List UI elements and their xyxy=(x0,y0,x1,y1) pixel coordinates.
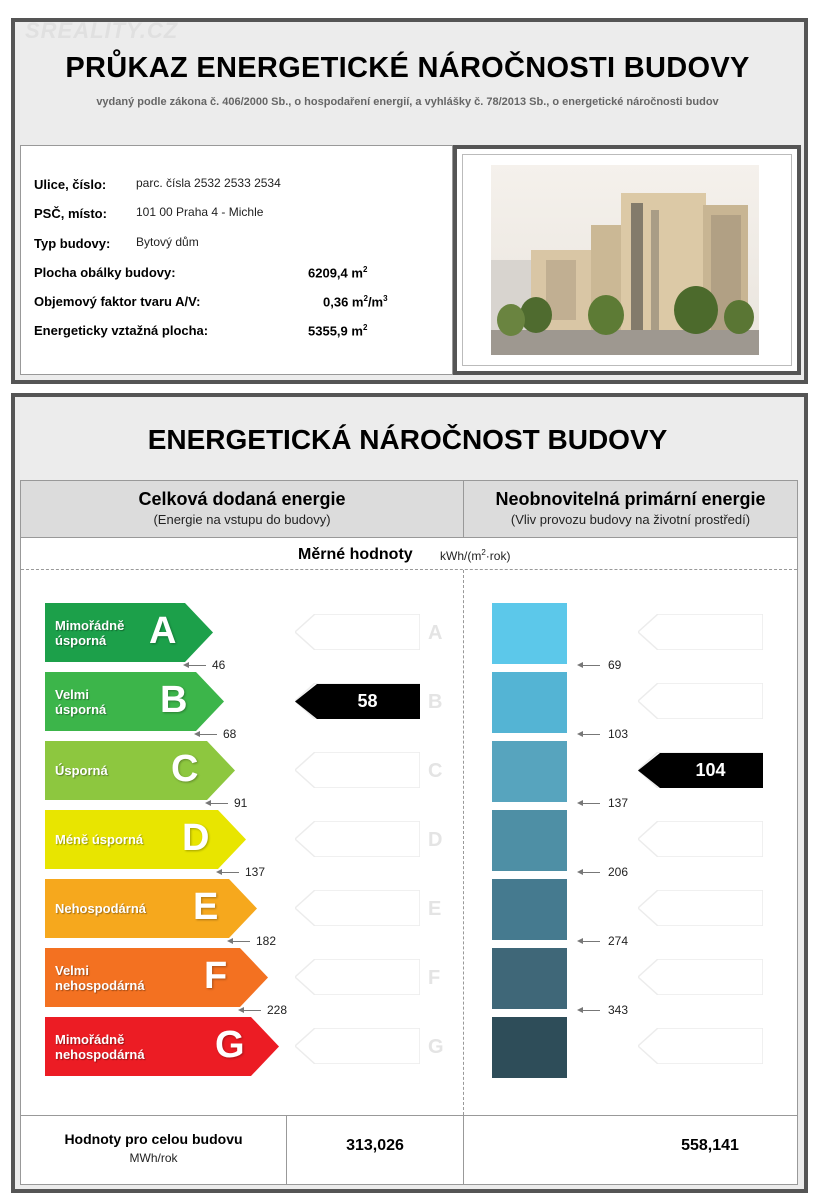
threshold-right-1: 103 xyxy=(608,727,629,741)
ghost-letter: E xyxy=(428,898,442,920)
right-column-subtitle: (Vliv provozu budovy na životní prostředí) xyxy=(510,512,751,527)
ghost-letter: F xyxy=(428,967,441,989)
energy-class-letter: D xyxy=(182,816,210,859)
threshold-right-3: 206 xyxy=(608,865,629,879)
info-value-1 xyxy=(136,205,263,219)
energy-class-label xyxy=(55,901,146,916)
class-label-line1: Nehospodárná xyxy=(55,900,147,916)
threshold-left-4: 182 xyxy=(256,934,277,948)
dashed-divider-vertical xyxy=(463,570,464,1115)
right-column-title: Neobnovitelná primární energie xyxy=(495,489,766,509)
specific-values-label: Měrné hodnoty xyxy=(298,546,413,563)
info-value-sup: 2 xyxy=(362,265,368,274)
info-value-text: parc. čísla 2532 2533 2534 xyxy=(136,176,281,190)
energy-class-e xyxy=(45,879,257,938)
info-label-4: Objemový faktor tvaru A/V: xyxy=(34,294,201,309)
ghost-letter: A xyxy=(428,622,443,644)
info-value-text2: /m xyxy=(367,294,384,310)
threshold-left-3: 137 xyxy=(245,865,266,879)
info-value-sup: 2 xyxy=(362,323,368,332)
energy-class-letter: B xyxy=(160,678,188,721)
primary-energy-bar-g xyxy=(492,1017,567,1078)
ghost-marker-right-g xyxy=(638,1028,763,1064)
specific-values-unit xyxy=(440,548,510,563)
threshold-arrow-left-5 xyxy=(243,1010,261,1011)
info-label-3: Plocha obálky budovy: xyxy=(34,265,176,280)
ghost-marker-left-e xyxy=(295,890,420,926)
ghost-marker-left-g xyxy=(295,1028,420,1064)
energy-class-g xyxy=(45,1017,279,1076)
energy-class-c xyxy=(45,741,235,800)
threshold-left-2: 91 xyxy=(234,796,248,810)
dashed-divider-horizontal xyxy=(21,569,797,570)
class-label-line1: Méně úsporná xyxy=(55,831,144,847)
energy-class-label xyxy=(55,1032,145,1062)
threshold-arrow-right-2 xyxy=(582,803,600,804)
threshold-right-4: 274 xyxy=(608,934,629,948)
threshold-arrow-right-3 xyxy=(582,872,600,873)
threshold-arrow-left-2 xyxy=(210,803,228,804)
threshold-right-5: 343 xyxy=(608,1003,629,1017)
building-photo xyxy=(491,165,759,355)
class-label-line1: Velmi xyxy=(55,962,89,978)
certificate-subtitle: vydaný podle zákona č. 406/2000 Sb., o hospodaření energií, a vyhlášky č. 78/2013 Sb., o energetické náročnosti budov xyxy=(96,96,719,108)
left-column-title: Celková dodaná energie xyxy=(138,489,346,509)
primary-energy-marker: 104 xyxy=(695,760,726,780)
ghost-marker-right-e xyxy=(638,890,763,926)
certificate-title: PRŮKAZ ENERGETICKÉ NÁROČNOSTI BUDOVY xyxy=(65,52,750,84)
primary-energy-bar-c xyxy=(492,741,567,802)
ghost-marker-left-d xyxy=(295,821,420,857)
totals-label: Hodnoty pro celou budovu xyxy=(64,1131,243,1147)
threshold-arrow-left-4 xyxy=(232,941,250,942)
ghost-letter: B xyxy=(428,691,443,713)
info-value-2 xyxy=(136,235,199,249)
info-value-0 xyxy=(136,176,281,190)
threshold-left-0: 46 xyxy=(212,658,226,672)
left-column-subtitle: (Energie na vstupu do budovy) xyxy=(153,512,331,527)
energy-class-letter: A xyxy=(149,609,177,652)
info-value-text: 0,36 m xyxy=(323,294,364,310)
ghost-marker-left-c xyxy=(295,752,420,788)
threshold-arrow-left-3 xyxy=(221,872,239,873)
class-label-line2: nehospodárná xyxy=(55,1046,145,1062)
ghost-marker-right-d xyxy=(638,821,763,857)
threshold-arrow-right-5 xyxy=(582,1010,600,1011)
threshold-right-0: 69 xyxy=(608,658,622,672)
threshold-arrow-right-4 xyxy=(582,941,600,942)
class-label-line2: nehospodárná xyxy=(55,977,145,993)
info-label-2: Typ budovy: xyxy=(34,236,111,251)
threshold-left-1: 68 xyxy=(223,727,237,741)
threshold-arrow-left-1 xyxy=(199,734,217,735)
class-label-line1: Mimořádně xyxy=(55,617,125,633)
total-primary-energy: 558,141 xyxy=(681,1137,739,1154)
class-label-line1: Mimořádně xyxy=(55,1031,125,1047)
watermark: SREALITY.CZ xyxy=(25,18,179,43)
class-label-line1: Úsporná xyxy=(55,762,108,778)
threshold-left-5: 228 xyxy=(267,1003,288,1017)
energy-class-d xyxy=(45,810,246,869)
info-value-sup: 2 xyxy=(363,294,368,303)
ghost-marker-right-a xyxy=(638,614,763,650)
ghost-letter: C xyxy=(428,760,443,782)
unit-text: kWh/(m xyxy=(440,549,482,563)
threshold-arrow-right-0 xyxy=(582,665,600,666)
info-label-5: Energeticky vztažná plocha: xyxy=(34,323,209,338)
energy-class-label xyxy=(55,763,108,778)
info-value-sup2: 3 xyxy=(383,294,388,303)
info-value-3 xyxy=(308,265,367,280)
ghost-marker-left-a xyxy=(295,614,420,650)
primary-energy-bar-f xyxy=(492,948,567,1009)
primary-energy-bar-b xyxy=(492,672,567,733)
energy-class-f xyxy=(45,948,268,1007)
class-label-line2: úsporná xyxy=(55,701,107,717)
info-label-1: PSČ, místo: xyxy=(34,206,107,221)
info-value-5 xyxy=(308,323,367,338)
energy-class-label xyxy=(55,687,106,717)
energy-class-label xyxy=(55,832,143,847)
info-label-0: Ulice, číslo: xyxy=(34,177,107,192)
info-value-4 xyxy=(323,294,388,309)
energy-class-a xyxy=(45,603,213,662)
total-delivered-energy: 313,026 xyxy=(346,1137,404,1154)
unit-sup: 2 xyxy=(481,548,486,557)
totals-unit: MWh/rok xyxy=(129,1151,178,1165)
primary-energy-bar-d xyxy=(492,810,567,871)
threshold-right-2: 137 xyxy=(608,796,629,810)
ghost-marker-right-b xyxy=(638,683,763,719)
class-label-line2: úsporná xyxy=(55,632,107,648)
delivered-energy-marker: 58 xyxy=(357,691,378,711)
energy-class-label xyxy=(55,618,124,648)
energy-class-letter: F xyxy=(204,954,228,997)
info-value-text: 6209,4 m xyxy=(308,265,363,281)
primary-energy-bar-a xyxy=(492,603,567,664)
class-label-line1: Velmi xyxy=(55,686,89,702)
totals-divider-2 xyxy=(463,1115,464,1184)
energy-class-label xyxy=(55,963,145,993)
left-column-header xyxy=(21,489,463,527)
primary-energy-bar-e xyxy=(492,879,567,940)
ghost-letter: G xyxy=(428,1036,444,1058)
info-value-text: 101 00 Praha 4 - Michle xyxy=(136,205,264,219)
ghost-marker-right-f xyxy=(638,959,763,995)
energy-class-b xyxy=(45,672,224,731)
energy-class-letter: E xyxy=(193,885,219,928)
unit-end: ·rok) xyxy=(485,549,511,563)
right-column-header xyxy=(464,489,797,527)
info-value-text: Bytový dům xyxy=(136,235,199,249)
energy-class-letter: C xyxy=(171,747,199,790)
ghost-marker-left-f xyxy=(295,959,420,995)
info-value-text: 5355,9 m xyxy=(308,323,363,339)
ghost-letter: D xyxy=(428,829,443,851)
threshold-arrow-right-1 xyxy=(582,734,600,735)
threshold-arrow-left-0 xyxy=(188,665,206,666)
energy-title: ENERGETICKÁ NÁROČNOST BUDOVY xyxy=(147,424,668,455)
energy-class-letter: G xyxy=(215,1023,245,1066)
